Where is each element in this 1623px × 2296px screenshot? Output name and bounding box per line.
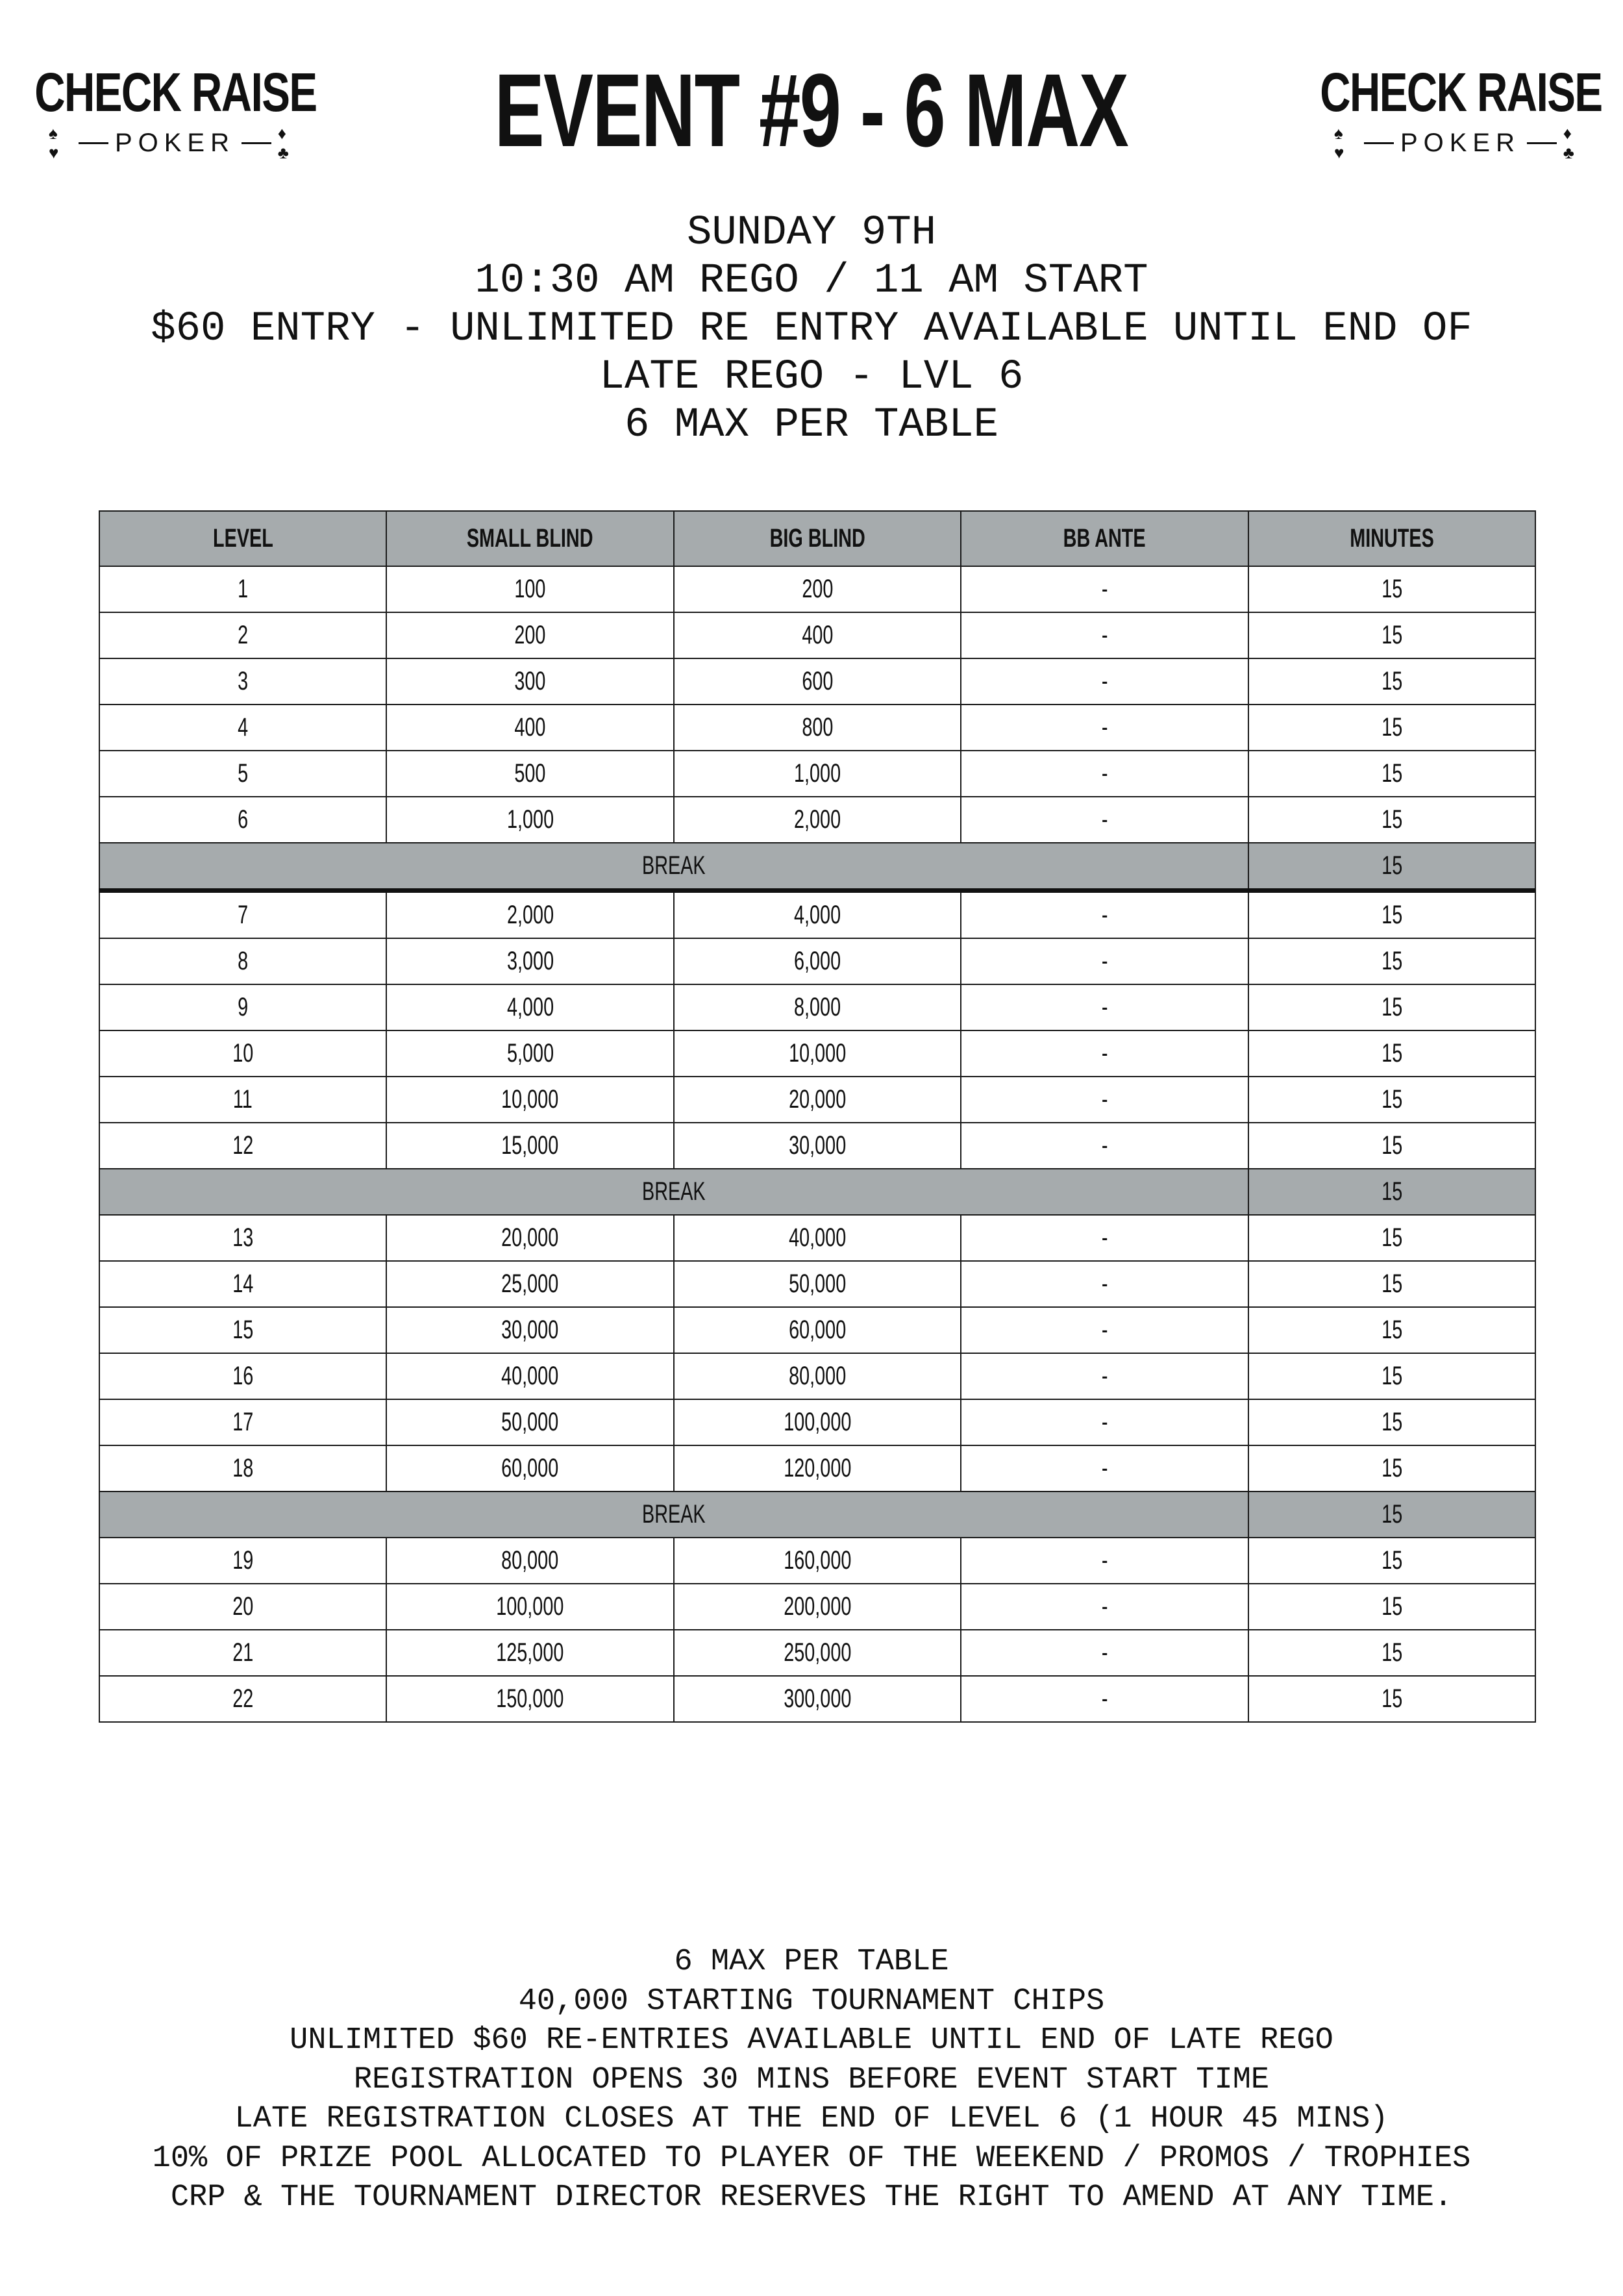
table-row <box>99 1538 1535 1584</box>
level-cell <box>99 1630 386 1676</box>
level-cell <box>99 938 386 984</box>
bb-ante-cell <box>961 1584 1248 1630</box>
big-blind-cell-text: 600 <box>801 667 833 695</box>
minutes-cell <box>1248 1169 1535 1215</box>
big-blind-cell <box>674 612 961 658</box>
small-blind-cell <box>386 612 673 658</box>
level-cell-text: 19 <box>232 1546 254 1575</box>
bb-ante-cell-text: - <box>1101 1039 1108 1067</box>
level-cell <box>99 1077 386 1123</box>
small-blind-cell <box>386 1353 673 1399</box>
small-blind-cell <box>386 658 673 705</box>
small-blind-cell <box>386 1399 673 1445</box>
logo-divider <box>1527 142 1557 144</box>
big-blind-cell-text: 50,000 <box>788 1269 847 1298</box>
big-blind-cell <box>674 1077 961 1123</box>
bb-ante-cell <box>961 797 1248 843</box>
bb-ante-cell-text: - <box>1101 1638 1108 1667</box>
minutes-cell-text: 15 <box>1381 1131 1402 1160</box>
break-label <box>99 1169 1248 1215</box>
diamond-club-icon: ♦ ♣ <box>277 123 289 162</box>
footer-line: 40,000 STARTING TOURNAMENT CHIPS <box>518 1984 1105 2019</box>
break-label <box>99 1491 1248 1538</box>
spade-heart-icon: ♠ ♥ <box>1334 123 1344 162</box>
small-blind-cell-text: 400 <box>514 713 546 742</box>
big-blind-cell-text: 250,000 <box>783 1638 852 1667</box>
level-cell-text: 20 <box>232 1592 254 1621</box>
bb-ante-cell <box>961 705 1248 751</box>
level-cell <box>99 1215 386 1261</box>
minutes-cell <box>1248 1077 1535 1123</box>
logo-subword: POKER <box>1400 129 1520 157</box>
bb-ante-cell-text: - <box>1101 1592 1108 1621</box>
minutes-cell-text: 15 <box>1381 1177 1402 1206</box>
minutes-cell <box>1248 1215 1535 1261</box>
bb-ante-cell-text: - <box>1101 713 1108 742</box>
small-blind-cell-text: 100 <box>514 575 546 603</box>
break-label-text: BREAK <box>641 851 706 880</box>
big-blind-cell-text: 8,000 <box>793 993 841 1021</box>
big-blind-cell <box>674 1399 961 1445</box>
small-blind-cell <box>386 705 673 751</box>
bb-ante-cell-text: - <box>1101 1223 1108 1252</box>
level-cell <box>99 1584 386 1630</box>
bb-ante-cell-text: - <box>1101 993 1108 1021</box>
small-blind-cell-text: 4,000 <box>506 993 554 1021</box>
page-title-text: EVENT #9 - 6 MAX <box>495 52 1128 168</box>
bb-ante-cell <box>961 1399 1248 1445</box>
table-header-row <box>99 511 1535 566</box>
blind-structure-table <box>99 510 1536 1723</box>
big-blind-cell <box>674 1123 961 1169</box>
minutes-cell-text: 15 <box>1381 759 1402 788</box>
bb-ante-cell <box>961 1538 1248 1584</box>
big-blind-cell <box>674 1215 961 1261</box>
logo-subword: POKER <box>114 129 235 157</box>
break-label-text: BREAK <box>641 1177 706 1206</box>
minutes-cell <box>1248 566 1535 612</box>
minutes-cell <box>1248 1491 1535 1538</box>
big-blind-cell <box>674 1353 961 1399</box>
bb-ante-cell <box>961 566 1248 612</box>
big-blind-cell-text: 400 <box>801 621 833 649</box>
minutes-cell <box>1248 797 1535 843</box>
header-minutes <box>1248 511 1535 566</box>
small-blind-cell-text: 80,000 <box>501 1546 559 1575</box>
big-blind-cell-text: 200 <box>801 575 833 603</box>
small-blind-cell-text: 25,000 <box>501 1269 559 1298</box>
minutes-cell-text: 15 <box>1381 947 1402 975</box>
level-cell-text: 16 <box>232 1362 254 1390</box>
bb-ante-cell <box>961 1030 1248 1077</box>
minutes-cell-text: 15 <box>1381 993 1402 1021</box>
level-cell <box>99 984 386 1030</box>
minutes-cell <box>1248 1353 1535 1399</box>
big-blind-cell-text: 200,000 <box>783 1592 852 1621</box>
big-blind-cell-text: 800 <box>801 713 833 742</box>
bb-ante-cell-text: - <box>1101 1269 1108 1298</box>
minutes-cell <box>1248 938 1535 984</box>
table-row <box>99 566 1535 612</box>
level-cell-text: 21 <box>232 1638 254 1667</box>
small-blind-cell-text: 150,000 <box>496 1684 564 1713</box>
minutes-cell-text: 15 <box>1381 1039 1402 1067</box>
minutes-cell <box>1248 843 1535 891</box>
minutes-cell-text: 15 <box>1381 1362 1402 1390</box>
big-blind-cell <box>674 1030 961 1077</box>
level-cell <box>99 1353 386 1399</box>
minutes-cell <box>1248 705 1535 751</box>
break-label-text: BREAK <box>641 1500 706 1529</box>
small-blind-cell <box>386 891 673 939</box>
minutes-cell <box>1248 1307 1535 1353</box>
bb-ante-cell <box>961 1261 1248 1307</box>
table-row <box>99 984 1535 1030</box>
level-cell-text: 5 <box>238 759 249 788</box>
big-blind-cell-text: 10,000 <box>788 1039 847 1067</box>
break-row <box>99 1491 1535 1538</box>
bb-ante-cell-text: - <box>1101 901 1108 929</box>
table-row <box>99 1584 1535 1630</box>
break-row <box>99 843 1535 891</box>
bb-ante-cell <box>961 1215 1248 1261</box>
small-blind-cell <box>386 1445 673 1491</box>
logo-divider <box>1364 142 1394 144</box>
bb-ante-cell-text: - <box>1101 1362 1108 1390</box>
info-line: LATE REGO - LVL 6 <box>599 354 1024 401</box>
small-blind-cell <box>386 1630 673 1676</box>
table-row <box>99 705 1535 751</box>
small-blind-cell <box>386 1123 673 1169</box>
table-row <box>99 751 1535 797</box>
break-row <box>99 1169 1535 1215</box>
table-row <box>99 1030 1535 1077</box>
level-cell-text: 10 <box>232 1039 254 1067</box>
big-blind-cell-text: 30,000 <box>788 1131 847 1160</box>
bb-ante-cell <box>961 1307 1248 1353</box>
logo-right <box>1319 62 1602 162</box>
minutes-cell <box>1248 658 1535 705</box>
level-cell <box>99 658 386 705</box>
small-blind-cell-text: 1,000 <box>506 805 554 834</box>
small-blind-cell <box>386 1261 673 1307</box>
bb-ante-cell-text: - <box>1101 1684 1108 1713</box>
big-blind-cell <box>674 1584 961 1630</box>
big-blind-cell-text: 4,000 <box>793 901 841 929</box>
header-label: SMALL BLIND <box>467 524 593 553</box>
footer-line: 6 MAX PER TABLE <box>674 1945 949 1979</box>
small-blind-cell <box>386 1077 673 1123</box>
level-cell <box>99 1676 386 1722</box>
minutes-cell <box>1248 612 1535 658</box>
info-line: $60 ENTRY - UNLIMITED RE ENTRY AVAILABLE UNTIL END OF <box>151 306 1472 353</box>
bb-ante-cell <box>961 1123 1248 1169</box>
header-label: BIG BLIND <box>769 524 865 553</box>
bb-ante-cell-text: - <box>1101 1546 1108 1575</box>
level-cell <box>99 797 386 843</box>
small-blind-cell-text: 40,000 <box>501 1362 559 1390</box>
minutes-cell-text: 15 <box>1381 575 1402 603</box>
level-cell <box>99 751 386 797</box>
diamond-club-icon: ♦ ♣ <box>1563 123 1574 162</box>
big-blind-cell-text: 300,000 <box>783 1684 852 1713</box>
level-cell <box>99 1261 386 1307</box>
level-cell <box>99 1538 386 1584</box>
big-blind-cell <box>674 751 961 797</box>
header-big-blind <box>674 511 961 566</box>
bb-ante-cell <box>961 938 1248 984</box>
bb-ante-cell <box>961 1676 1248 1722</box>
table-row <box>99 1307 1535 1353</box>
minutes-cell-text: 15 <box>1381 1269 1402 1298</box>
minutes-cell-text: 15 <box>1381 1638 1402 1667</box>
small-blind-cell-text: 125,000 <box>496 1638 564 1667</box>
bb-ante-cell <box>961 658 1248 705</box>
small-blind-cell-text: 300 <box>514 667 546 695</box>
logo-subline <box>1334 123 1587 162</box>
level-cell-text: 3 <box>238 667 249 695</box>
table-row <box>99 1399 1535 1445</box>
level-cell-text: 13 <box>232 1223 254 1252</box>
break-label <box>99 843 1248 891</box>
table-row <box>99 612 1535 658</box>
small-blind-cell <box>386 751 673 797</box>
bb-ante-cell-text: - <box>1101 1408 1108 1436</box>
big-blind-cell-text: 20,000 <box>788 1085 847 1114</box>
big-blind-cell-text: 1,000 <box>793 759 841 788</box>
big-blind-cell <box>674 1445 961 1491</box>
level-cell <box>99 1445 386 1491</box>
big-blind-cell <box>674 566 961 612</box>
header-label: BB ANTE <box>1063 524 1146 553</box>
big-blind-cell <box>674 797 961 843</box>
event-info <box>0 209 1623 449</box>
big-blind-cell-text: 100,000 <box>783 1408 852 1436</box>
bb-ante-cell <box>961 1077 1248 1123</box>
small-blind-cell <box>386 1538 673 1584</box>
minutes-cell-text: 15 <box>1381 1546 1402 1575</box>
table-row <box>99 1261 1535 1307</box>
small-blind-cell-text: 30,000 <box>501 1316 559 1344</box>
minutes-cell <box>1248 1399 1535 1445</box>
table-row <box>99 1353 1535 1399</box>
table-row <box>99 658 1535 705</box>
minutes-cell-text: 15 <box>1381 1592 1402 1621</box>
info-line: SUNDAY 9TH <box>686 210 937 256</box>
small-blind-cell <box>386 1215 673 1261</box>
big-blind-cell <box>674 705 961 751</box>
bb-ante-cell-text: - <box>1101 1454 1108 1482</box>
bb-ante-cell-text: - <box>1101 759 1108 788</box>
minutes-cell <box>1248 1630 1535 1676</box>
big-blind-cell <box>674 891 961 939</box>
minutes-cell-text: 15 <box>1381 667 1402 695</box>
minutes-cell-text: 15 <box>1381 1085 1402 1114</box>
minutes-cell-text: 15 <box>1381 805 1402 834</box>
small-blind-cell-text: 60,000 <box>501 1454 559 1482</box>
logo-wordmark: CHECK RAISE <box>1319 62 1602 123</box>
big-blind-cell-text: 6,000 <box>793 947 841 975</box>
level-cell <box>99 1030 386 1077</box>
small-blind-cell-text: 500 <box>514 759 546 788</box>
bb-ante-cell-text: - <box>1101 575 1108 603</box>
level-cell-text: 15 <box>232 1316 254 1344</box>
small-blind-cell-text: 20,000 <box>501 1223 559 1252</box>
level-cell <box>99 1399 386 1445</box>
minutes-cell <box>1248 1123 1535 1169</box>
footer-line: CRP & THE TOURNAMENT DIRECTOR RESERVES THE RIGHT TO AMEND AT ANY TIME. <box>170 2180 1453 2215</box>
minutes-cell-text: 15 <box>1381 851 1402 880</box>
bb-ante-cell-text: - <box>1101 805 1108 834</box>
level-cell-text: 9 <box>238 993 249 1021</box>
small-blind-cell-text: 200 <box>514 621 546 649</box>
big-blind-cell <box>674 984 961 1030</box>
level-cell-text: 12 <box>232 1131 254 1160</box>
minutes-cell-text: 15 <box>1381 713 1402 742</box>
minutes-cell-text: 15 <box>1381 1500 1402 1529</box>
header-bb-ante <box>961 511 1248 566</box>
small-blind-cell <box>386 984 673 1030</box>
info-line: 10:30 AM REGO / 11 AM START <box>475 258 1148 305</box>
small-blind-cell-text: 3,000 <box>506 947 554 975</box>
level-cell-text: 22 <box>232 1684 254 1713</box>
header-label: MINUTES <box>1349 524 1434 553</box>
table-row <box>99 1215 1535 1261</box>
minutes-cell-text: 15 <box>1381 901 1402 929</box>
minutes-cell <box>1248 1445 1535 1491</box>
info-line: 6 MAX PER TABLE <box>624 402 999 449</box>
big-blind-cell <box>674 1676 961 1722</box>
bb-ante-cell <box>961 1630 1248 1676</box>
big-blind-cell-text: 40,000 <box>788 1223 847 1252</box>
level-cell-text: 2 <box>238 621 249 649</box>
small-blind-cell-text: 5,000 <box>506 1039 554 1067</box>
small-blind-cell-text: 2,000 <box>506 901 554 929</box>
level-cell-text: 4 <box>238 713 249 742</box>
table-row <box>99 891 1535 939</box>
bb-ante-cell <box>961 751 1248 797</box>
small-blind-cell-text: 100,000 <box>496 1592 564 1621</box>
big-blind-cell-text: 120,000 <box>783 1454 852 1482</box>
small-blind-cell <box>386 1676 673 1722</box>
minutes-cell-text: 15 <box>1381 1454 1402 1482</box>
header-small-blind <box>386 511 673 566</box>
logo-wordmark: CHECK RAISE <box>34 62 317 123</box>
big-blind-cell-text: 160,000 <box>783 1546 852 1575</box>
footer-line: LATE REGISTRATION CLOSES AT THE END OF LEVEL 6 (1 HOUR 45 MINS) <box>234 2102 1389 2136</box>
spade-heart-icon: ♠ ♥ <box>49 123 59 162</box>
small-blind-cell-text: 10,000 <box>501 1085 559 1114</box>
bb-ante-cell-text: - <box>1101 1131 1108 1160</box>
big-blind-cell <box>674 658 961 705</box>
level-cell <box>99 1123 386 1169</box>
level-cell-text: 11 <box>233 1085 253 1114</box>
minutes-cell-text: 15 <box>1381 1684 1402 1713</box>
minutes-cell <box>1248 1676 1535 1722</box>
bb-ante-cell-text: - <box>1101 1085 1108 1114</box>
table-row <box>99 1445 1535 1491</box>
table-row <box>99 938 1535 984</box>
footer-line: REGISTRATION OPENS 30 MINS BEFORE EVENT START TIME <box>353 2062 1270 2097</box>
bb-ante-cell-text: - <box>1101 621 1108 649</box>
level-cell-text: 1 <box>238 575 249 603</box>
small-blind-cell <box>386 797 673 843</box>
minutes-cell <box>1248 1261 1535 1307</box>
big-blind-cell <box>674 1261 961 1307</box>
minutes-cell <box>1248 1584 1535 1630</box>
big-blind-cell-text: 80,000 <box>788 1362 847 1390</box>
big-blind-cell <box>674 1307 961 1353</box>
small-blind-cell <box>386 1030 673 1077</box>
minutes-cell-text: 15 <box>1381 621 1402 649</box>
small-blind-cell <box>386 1307 673 1353</box>
table-body <box>99 566 1535 1722</box>
level-cell <box>99 705 386 751</box>
level-cell-text: 17 <box>232 1408 254 1436</box>
footer-line: 10% OF PRIZE POOL ALLOCATED TO PLAYER OF THE WEEKEND / PROMOS / TROPHIES <box>152 2141 1471 2176</box>
bb-ante-cell-text: - <box>1101 1316 1108 1344</box>
bb-ante-cell <box>961 1445 1248 1491</box>
level-cell-text: 18 <box>232 1454 254 1482</box>
level-cell <box>99 1307 386 1353</box>
big-blind-cell <box>674 938 961 984</box>
table-row <box>99 1630 1535 1676</box>
level-cell <box>99 612 386 658</box>
footer-line: UNLIMITED $60 RE-ENTRIES AVAILABLE UNTIL END OF LATE REGO <box>290 2023 1333 2058</box>
minutes-cell-text: 15 <box>1381 1223 1402 1252</box>
table-row <box>99 1077 1535 1123</box>
big-blind-cell-text: 60,000 <box>788 1316 847 1344</box>
minutes-cell-text: 15 <box>1381 1408 1402 1436</box>
level-cell-text: 7 <box>238 901 249 929</box>
bb-ante-cell <box>961 891 1248 939</box>
bb-ante-cell <box>961 984 1248 1030</box>
big-blind-cell <box>674 1538 961 1584</box>
bb-ante-cell-text: - <box>1101 667 1108 695</box>
bb-ante-cell <box>961 1353 1248 1399</box>
small-blind-cell-text: 50,000 <box>501 1408 559 1436</box>
minutes-cell <box>1248 891 1535 939</box>
big-blind-cell <box>674 1630 961 1676</box>
table-row <box>99 1123 1535 1169</box>
level-cell <box>99 891 386 939</box>
small-blind-cell <box>386 938 673 984</box>
level-cell-text: 14 <box>232 1269 254 1298</box>
minutes-cell-text: 15 <box>1381 1316 1402 1344</box>
minutes-cell <box>1248 1538 1535 1584</box>
small-blind-cell-text: 15,000 <box>501 1131 559 1160</box>
small-blind-cell <box>386 566 673 612</box>
table-row <box>99 797 1535 843</box>
footer-notes <box>0 1943 1623 2218</box>
bb-ante-cell <box>961 612 1248 658</box>
header-label: LEVEL <box>212 524 273 553</box>
header-level <box>99 511 386 566</box>
table-row <box>99 1676 1535 1722</box>
big-blind-cell-text: 2,000 <box>793 805 841 834</box>
minutes-cell <box>1248 751 1535 797</box>
minutes-cell <box>1248 984 1535 1030</box>
level-cell <box>99 566 386 612</box>
bb-ante-cell-text: - <box>1101 947 1108 975</box>
level-cell-text: 8 <box>238 947 249 975</box>
minutes-cell <box>1248 1030 1535 1077</box>
level-cell-text: 6 <box>238 805 249 834</box>
small-blind-cell <box>386 1584 673 1630</box>
